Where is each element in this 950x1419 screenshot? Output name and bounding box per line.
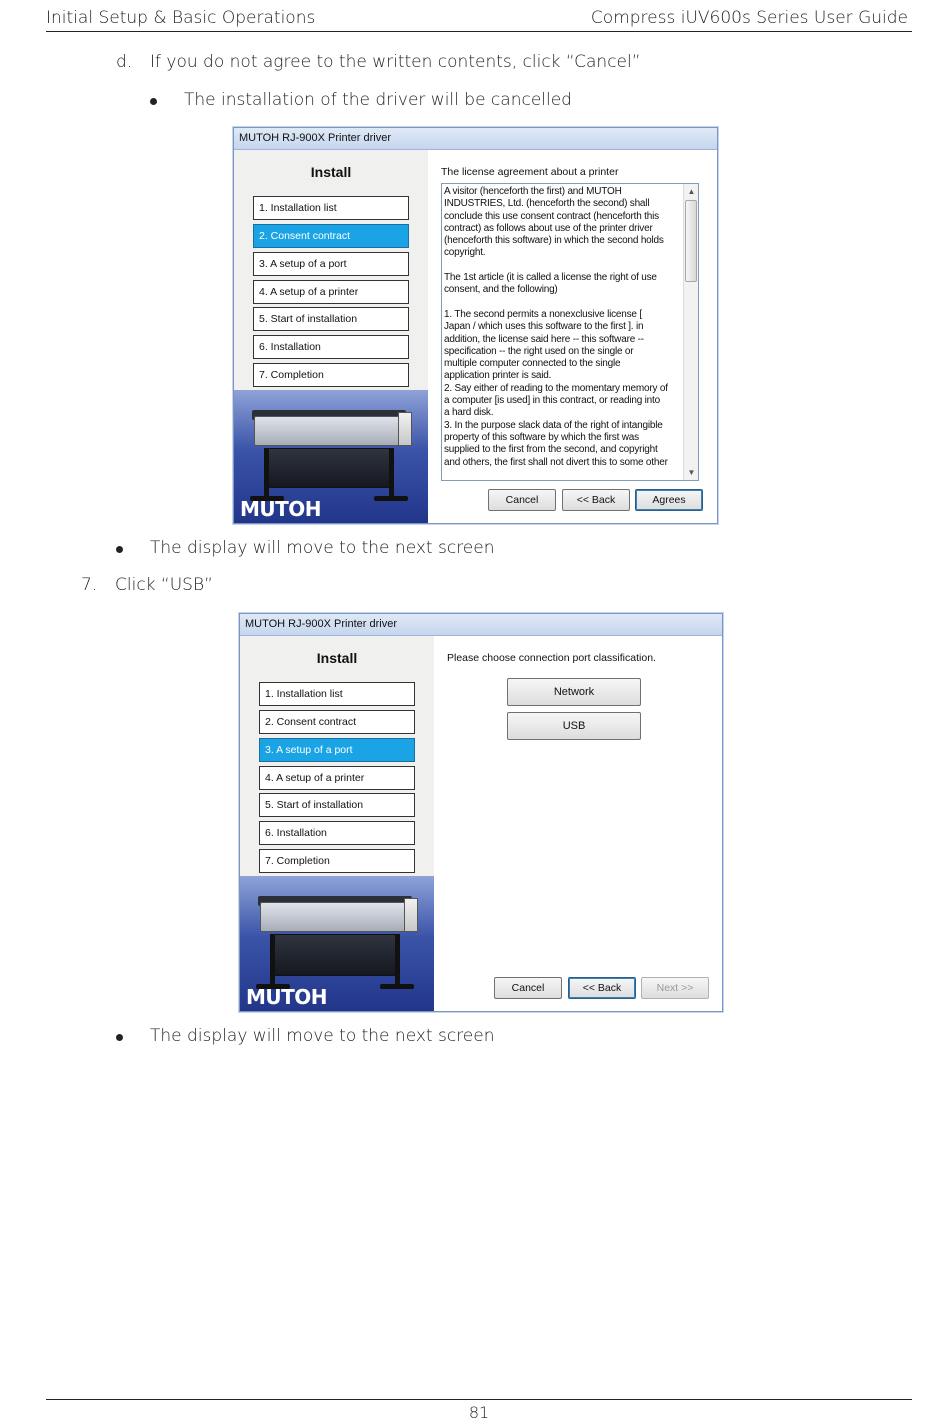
step-start-installation: 5. Start of installation bbox=[253, 307, 409, 331]
mutoh-logo: MUTOH bbox=[240, 497, 322, 521]
install-heading: Install bbox=[310, 164, 352, 180]
back-button[interactable]: << Back bbox=[562, 489, 630, 511]
printer-body bbox=[254, 416, 404, 446]
cancel-button[interactable]: Cancel bbox=[494, 977, 562, 999]
printer-foot bbox=[374, 496, 408, 501]
printer-side bbox=[398, 412, 412, 446]
install-steps-panel bbox=[240, 636, 434, 1011]
dialog-titlebar: MUTOH RJ-900X Printer driver bbox=[240, 614, 722, 636]
bullet-dot bbox=[150, 98, 157, 105]
step-installation-list: 1. Installation list bbox=[259, 682, 415, 706]
license-prompt: The license agreement about a printer bbox=[441, 166, 619, 178]
scroll-down-icon[interactable]: ▼ bbox=[687, 468, 696, 477]
usb-button[interactable]: USB bbox=[507, 712, 641, 740]
port-prompt: Please choose connection port classification. bbox=[447, 652, 656, 664]
step-consent-contract: 2. Consent contract bbox=[253, 224, 409, 248]
network-button[interactable]: Network bbox=[507, 678, 641, 706]
printer-image bbox=[234, 390, 428, 523]
bullet-dot bbox=[116, 546, 123, 553]
license-text: A visitor (henceforth the first) and MUTOH INDUSTRIES, Ltd. (henceforth the second) shall conclude this use consent contract (henceforth this contract) as follows about use of the printer driver (henceforth this software) in which the second holds copyright. The 1st article (it is called a license the right of use consent, and the following) 1. The second permits a nonexclusive license [ Japan / which uses this software to the first ]. in addition, the license said here -- this software -- specification -- the right used on the single or multiple computer connected to the single application printer is said. 2. Say either of reading to the momentary memory of a computer [is used] in this contract, or reading into a hard disk. 3. In the purpose slack data of the right of intangible property of this software by which the first was supplied to the first from the second, and copyright and others, the first shall not divert this to some other bbox=[444, 186, 668, 468]
printer-leg bbox=[395, 934, 400, 986]
step-start-installation: 5. Start of installation bbox=[259, 793, 415, 817]
license-scrollbar[interactable] bbox=[683, 184, 698, 480]
printer-basket bbox=[264, 448, 394, 488]
step-completion: 7. Completion bbox=[259, 849, 415, 873]
step-completion: 7. Completion bbox=[253, 363, 409, 387]
agree-button[interactable]: Agrees bbox=[635, 489, 703, 511]
port-main-panel bbox=[434, 636, 722, 1011]
license-dialog bbox=[233, 127, 718, 524]
printer-side bbox=[404, 898, 418, 932]
page-number: 81 bbox=[468, 1403, 490, 1419]
step-d-marker: d. bbox=[116, 52, 133, 72]
printer-body bbox=[260, 902, 410, 932]
next-button: Next >> bbox=[641, 977, 709, 999]
step-printer-setup: 4. A setup of a printer bbox=[253, 280, 409, 304]
header-guide-title: Compress iUV600s Series User Guide bbox=[590, 8, 908, 28]
dialog-titlebar: MUTOH RJ-900X Printer driver bbox=[234, 128, 717, 150]
step-installation-list: 1. Installation list bbox=[253, 196, 409, 220]
license-main-panel bbox=[428, 150, 717, 523]
back-button[interactable]: << Back bbox=[568, 977, 636, 999]
scroll-up-icon[interactable]: ▲ bbox=[687, 187, 696, 196]
printer-leg bbox=[270, 934, 275, 986]
page-footer bbox=[46, 1399, 912, 1419]
mutoh-logo: MUTOH bbox=[246, 985, 328, 1009]
printer-image bbox=[240, 876, 434, 1011]
printer-leg bbox=[264, 448, 269, 498]
step-installation: 6. Installation bbox=[259, 821, 415, 845]
step-port-setup: 3. A setup of a port bbox=[259, 738, 415, 762]
scroll-thumb[interactable] bbox=[685, 200, 697, 282]
step-port-setup: 3. A setup of a port bbox=[253, 252, 409, 276]
step-7-text: Click “USB” bbox=[115, 575, 213, 595]
cancel-button[interactable]: Cancel bbox=[488, 489, 556, 511]
header-section-title: Initial Setup & Basic Operations bbox=[46, 8, 316, 28]
step-installation: 6. Installation bbox=[253, 335, 409, 359]
page-header bbox=[46, 8, 912, 32]
install-heading: Install bbox=[316, 650, 358, 666]
step-d-text: If you do not agree to the written contents, click “Cancel” bbox=[150, 52, 641, 72]
step-printer-setup: 4. A setup of a printer bbox=[259, 766, 415, 790]
bullet-dot bbox=[116, 1034, 123, 1041]
bullet-next-screen-1: The display will move to the next screen bbox=[150, 538, 495, 558]
printer-leg bbox=[389, 448, 394, 498]
license-textbox[interactable] bbox=[441, 183, 699, 481]
step-consent-contract: 2. Consent contract bbox=[259, 710, 415, 734]
step-7-marker: 7. bbox=[81, 575, 98, 595]
install-steps-panel bbox=[234, 150, 428, 523]
step-d-bullet: The installation of the driver will be cancelled bbox=[184, 90, 572, 110]
printer-foot bbox=[380, 984, 414, 989]
printer-basket bbox=[270, 934, 400, 976]
port-dialog bbox=[239, 613, 723, 1012]
bullet-next-screen-2: The display will move to the next screen bbox=[150, 1026, 495, 1046]
